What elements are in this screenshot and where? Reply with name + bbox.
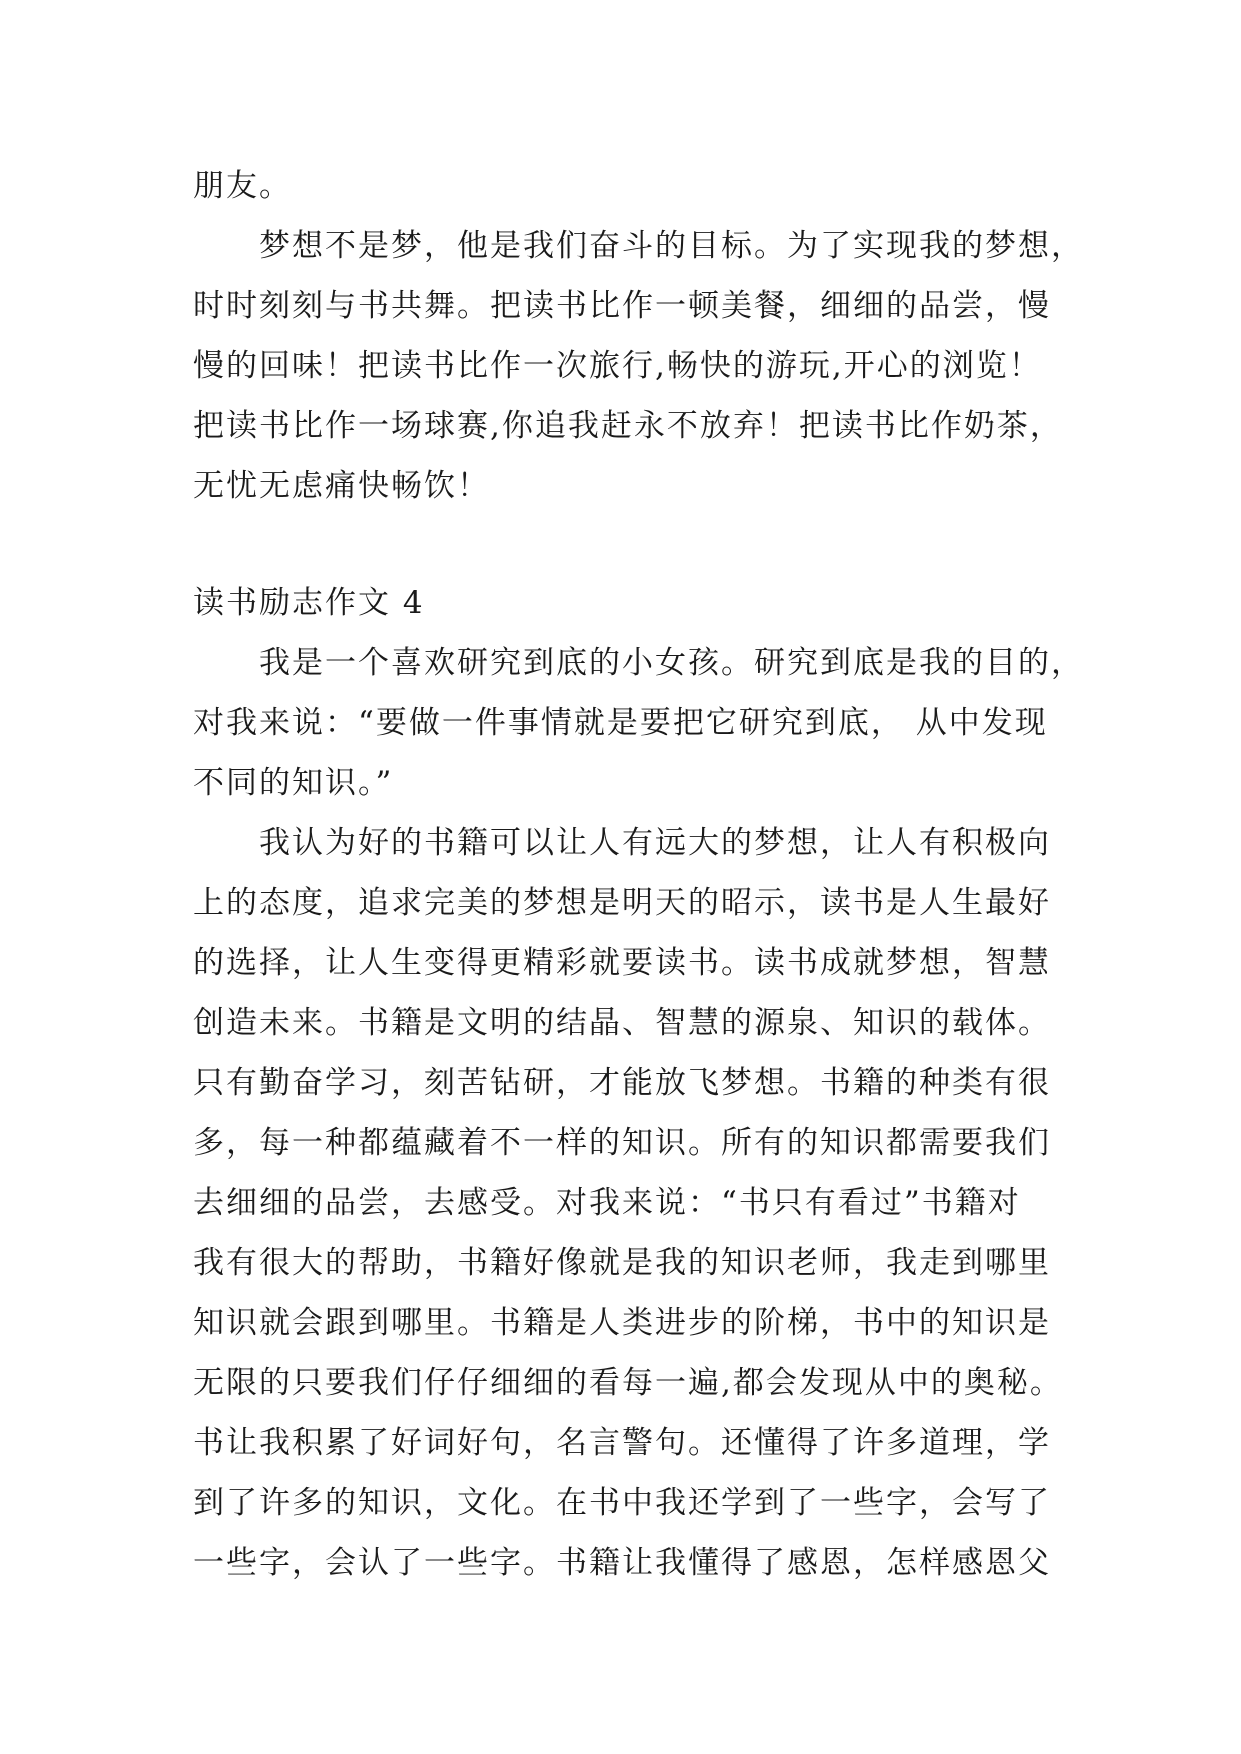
paragraph-line: 我有很大的帮助，书籍好像就是我的知识老师，我走到哪里 (193, 1245, 1051, 1281)
paragraph-line: 无忧无虑痛快畅饮！ (193, 468, 490, 504)
section-title: 读书励志作文 4 (193, 585, 425, 621)
paragraph-line: 朋友。 (193, 168, 292, 204)
paragraph-line: 创造未来。书籍是文明的结晶、智慧的源泉、知识的载体。 (193, 1005, 1051, 1041)
paragraph-line: 只有勤奋学习，刻苦钻研，才能放飞梦想。书籍的种类有很 (193, 1065, 1051, 1101)
paragraph-line: 慢的回味！把读书比作一次旅行,畅快的游玩,开心的浏览！ (193, 348, 1042, 384)
paragraph-line: 去细细的品尝，去感受。对我来说：“书只有看过”书籍对 (193, 1185, 1021, 1221)
paragraph-line: 知识就会跟到哪里。书籍是人类进步的阶梯，书中的知识是 (193, 1305, 1051, 1341)
paragraph-line: 的选择，让人生变得更精彩就要读书。读书成就梦想，智慧 (193, 945, 1051, 981)
paragraph-line: 到了许多的知识，文化。在书中我还学到了一些字，会写了 (193, 1485, 1051, 1521)
paragraph-line: 无限的只要我们仔仔细细的看每一遍,都会发现从中的奥秘。 (193, 1365, 1063, 1401)
paragraph-line: 梦想不是梦，他是我们奋斗的目标。为了实现我的梦想， (259, 228, 1084, 264)
paragraph-line: 一些字，会认了一些字。书籍让我懂得了感恩，怎样感恩父 (193, 1545, 1051, 1581)
paragraph-line: 把读书比作一场球赛,你追我赶永不放弃！把读书比作奶茶， (193, 408, 1063, 444)
paragraph-line: 书让我积累了好词好句，名言警句。还懂得了许多道理，学 (193, 1425, 1051, 1461)
paragraph-line: 对我来说：“要做一件事情就是要把它研究到底， 从中发现 (193, 705, 1048, 741)
paragraph-line: 我认为好的书籍可以让人有远大的梦想，让人有积极向 (259, 825, 1051, 861)
paragraph-line: 不同的知识。” (193, 765, 394, 801)
paragraph-line: 时时刻刻与书共舞。把读书比作一顿美餐，细细的品尝，慢 (193, 288, 1051, 324)
paragraph-line: 多，每一种都蕴藏着不一样的知识。所有的知识都需要我们 (193, 1125, 1051, 1161)
paragraph-line: 我是一个喜欢研究到底的小女孩。研究到底是我的目的， (259, 645, 1084, 681)
paragraph-line: 上的态度，追求完美的梦想是明天的昭示，读书是人生最好 (193, 885, 1051, 921)
